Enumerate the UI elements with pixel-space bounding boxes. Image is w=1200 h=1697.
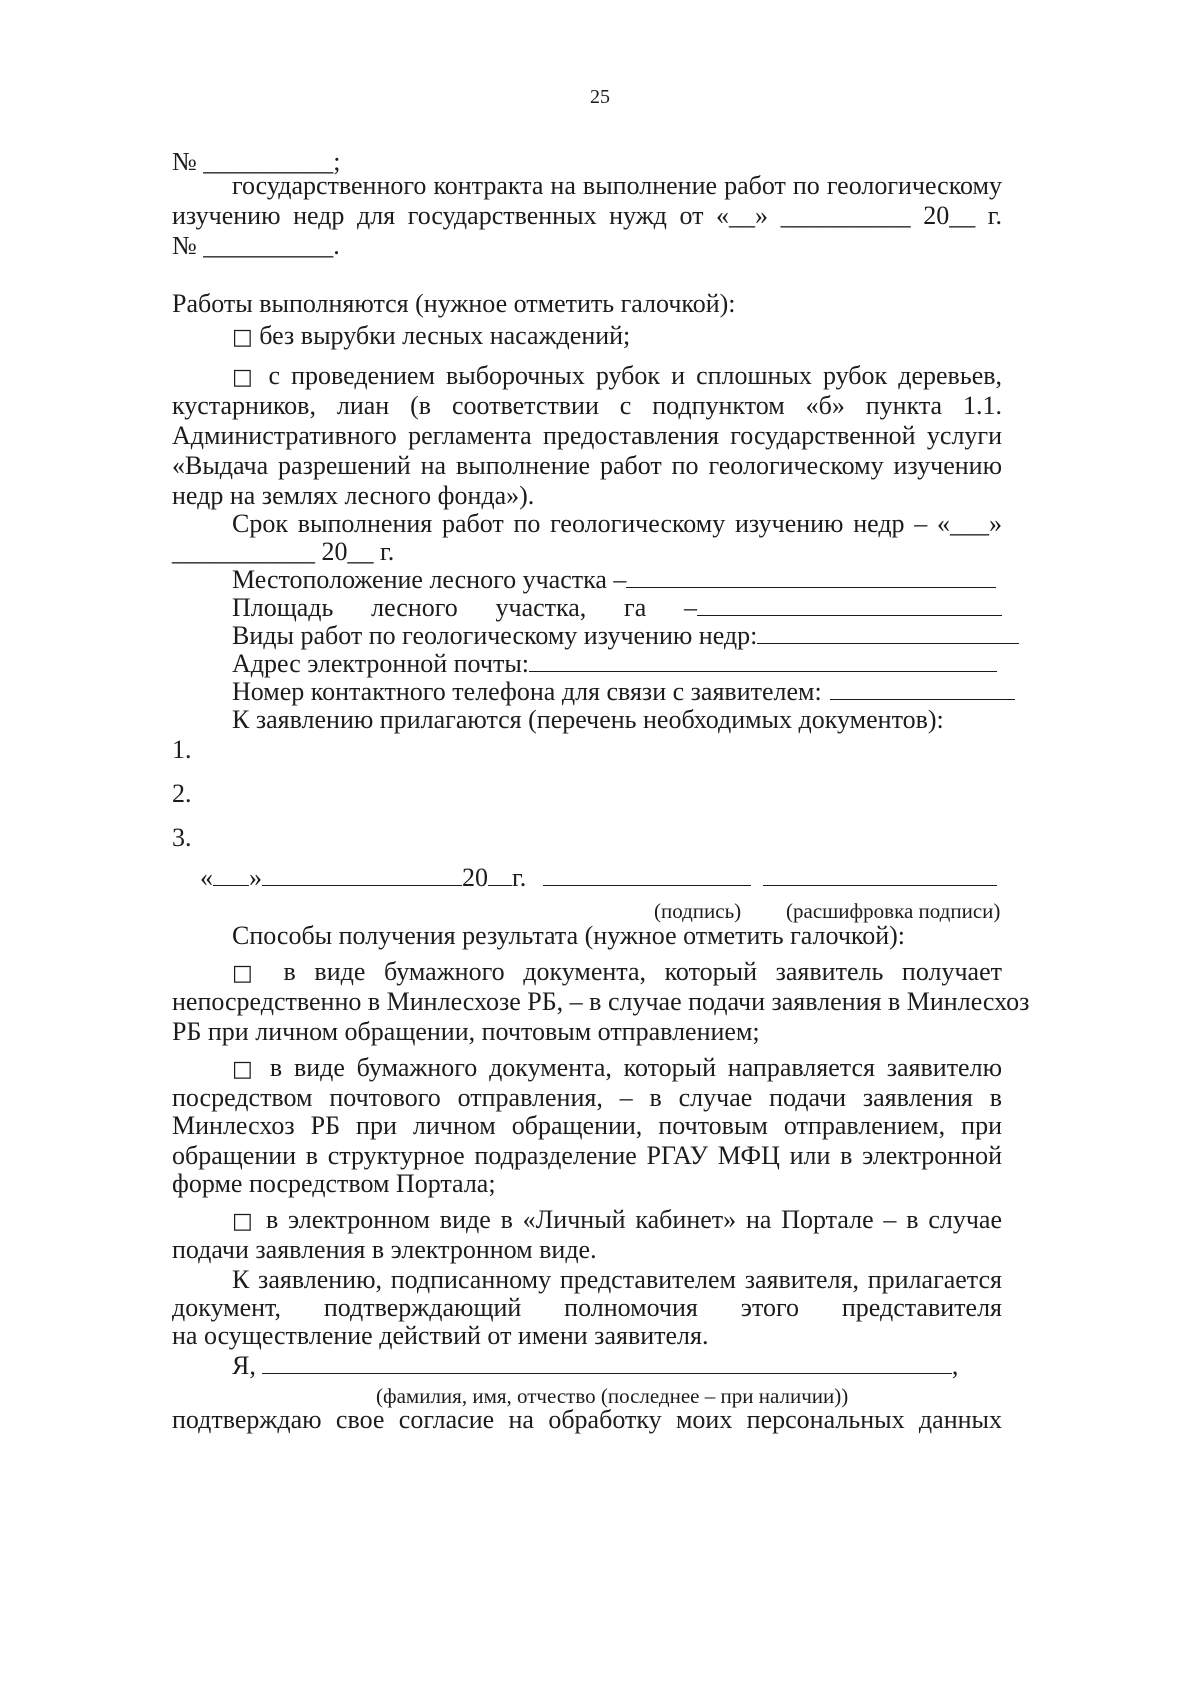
work-types-input-line[interactable] bbox=[757, 623, 1019, 644]
representative-line-1: К заявлению, подписанному представителем заявителя, прилагается bbox=[232, 1265, 1002, 1294]
way-1-line-2: непосредственно в Минлесхозе РБ, – в случае подачи заявления в Минлесхоз bbox=[172, 987, 1030, 1016]
option-no-cutting-label: без вырубки лесных насаждений; bbox=[259, 321, 631, 350]
location-label: Местоположение лесного участка – bbox=[232, 565, 627, 594]
way-2-line-3: Минлесхоз РБ при личном обращении, почтовым отправлением, при bbox=[172, 1111, 1002, 1140]
representative-line-3: на осуществление действий от имени заявителя. bbox=[172, 1321, 709, 1350]
option-cutting-line-1: □ с проведением выборочных рубок и сплошных рубок деревьев, bbox=[232, 361, 1003, 390]
way-1-line-3: РБ при личном обращении, почтовым отправлением; bbox=[172, 1017, 760, 1046]
term-line-1: Срок выполнения работ по геологическому изучению недр – «___» bbox=[232, 509, 1002, 538]
date-year-line[interactable] bbox=[488, 865, 512, 886]
checkbox-icon[interactable]: □ bbox=[232, 365, 258, 390]
works-title: Работы выполняются (нужное отметить галочкой): bbox=[172, 289, 736, 318]
attachment-item-3: 3. bbox=[172, 823, 192, 852]
way-2-line-2: посредством почтового отправления, – в случае подачи заявления в bbox=[172, 1083, 1002, 1112]
page-number: 25 bbox=[590, 86, 610, 108]
phone-input-line[interactable] bbox=[830, 679, 1015, 700]
full-name-input-line[interactable] bbox=[262, 1353, 952, 1374]
date-signature-row: « » 20 г. bbox=[200, 862, 997, 894]
checkbox-icon[interactable]: □ bbox=[232, 961, 265, 986]
attachment-item-1: 1. bbox=[172, 735, 192, 764]
attachments-title: К заявлению прилагаются (перечень необходимых документов): bbox=[232, 705, 944, 734]
option-cutting-line-4: «Выдача разрешений на выполнение работ по геологическому изучению bbox=[172, 451, 1002, 480]
way-1-line-1: □ в виде бумажного документа, который заявитель получает bbox=[232, 957, 1002, 986]
way-2-line-4: обращении в структурное подразделение РГАУ МФЦ или в электронной bbox=[172, 1141, 1002, 1170]
date-month-line[interactable] bbox=[262, 865, 462, 886]
email-input-line[interactable] bbox=[529, 651, 997, 672]
way-3-line-1: □ в электронном виде в «Личный кабинет» на Портале – в случае bbox=[232, 1205, 1003, 1234]
phone-label: Номер контактного телефона для связи с заявителем: bbox=[232, 677, 822, 706]
consent-name-row: Я, , bbox=[232, 1351, 959, 1380]
checkbox-icon[interactable]: □ bbox=[232, 1057, 259, 1082]
result-ways-title: Способы получения результата (нужное отметить галочкой): bbox=[232, 921, 906, 950]
way-3-line-2: подачи заявления в электронном виде. bbox=[172, 1235, 597, 1264]
consent-line: подтверждаю свое согласие на обработку моих персональных данных bbox=[172, 1405, 1002, 1434]
contract-line-2: изучению недр для государственных нужд от «__» __________ 20__ г. bbox=[172, 201, 1002, 230]
full-name-caption: (фамилия, имя, отчество (последнее – при наличии)) bbox=[376, 1384, 849, 1408]
checkbox-icon[interactable]: □ bbox=[232, 325, 253, 350]
option-cutting-line-5: недр на землях лесного фонда»). bbox=[172, 481, 535, 510]
area-label: Площадь лесного участка, га – bbox=[232, 593, 697, 622]
signature-caption: (подпись) bbox=[654, 899, 742, 923]
email-label: Адрес электронной почты: bbox=[232, 649, 530, 678]
contract-line-1: государственного контракта на выполнение работ по геологическому bbox=[232, 171, 1002, 200]
way-2-line-5: форме посредством Портала; bbox=[172, 1169, 496, 1198]
work-types-label: Виды работ по геологическому изучению недр: bbox=[232, 621, 758, 650]
area-input-line[interactable] bbox=[697, 595, 1002, 616]
option-cutting-line-3: Административного регламента предоставления государственной услуги bbox=[172, 421, 1002, 450]
signature-line[interactable] bbox=[543, 865, 751, 886]
contract-number-1: № __________; bbox=[172, 147, 341, 176]
option-cutting-line-2: кустарников, лиан (в соответствии с подпунктом «б» пункта 1.1. bbox=[172, 391, 1002, 420]
date-day-line[interactable] bbox=[213, 865, 249, 886]
signature-decode-caption: (расшифровка подписи) bbox=[786, 899, 1001, 923]
representative-line-2: документ, подтверждающий полномочия этого представителя bbox=[172, 1293, 1002, 1322]
way-2-line-1: □ в виде бумажного документа, который направляется заявителю bbox=[232, 1053, 1002, 1082]
checkbox-icon[interactable]: □ bbox=[232, 1209, 257, 1234]
location-input-line[interactable] bbox=[626, 567, 996, 588]
contract-number-2: № __________. bbox=[172, 231, 340, 260]
option-no-cutting bbox=[232, 320, 630, 354]
attachment-item-2: 2. bbox=[172, 779, 192, 808]
term-line-2: ___________ 20__ г. bbox=[172, 537, 395, 566]
signature-decode-line[interactable] bbox=[763, 865, 997, 886]
